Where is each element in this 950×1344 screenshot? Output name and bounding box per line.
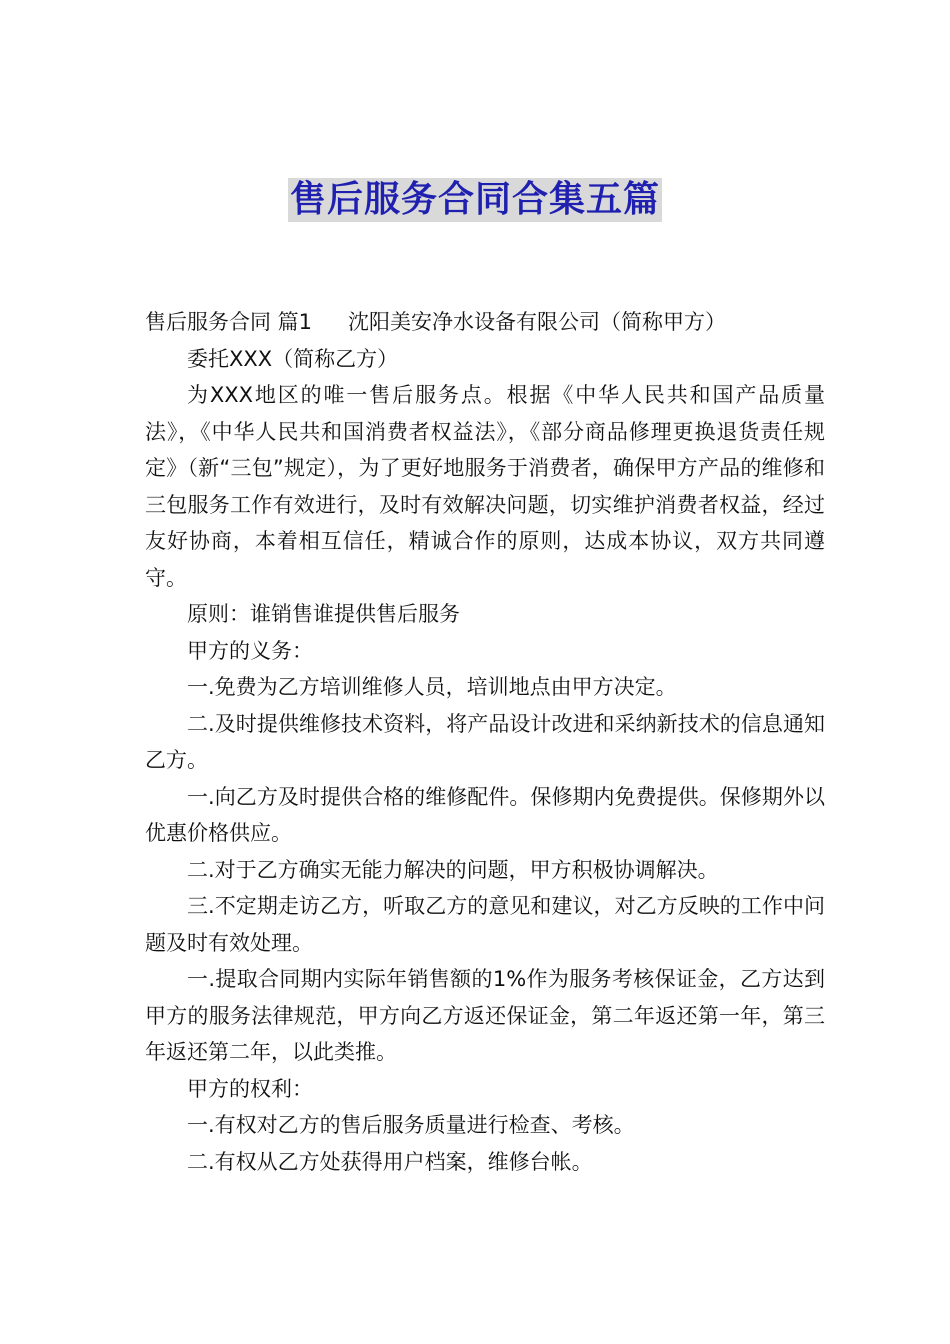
paragraph-obligation-3: 一.向乙方及时提供合格的维修配件。保修期内免费提供。保修期外以优惠价格供应。: [145, 784, 825, 845]
contract-number: 售后服务合同 篇1: [145, 310, 313, 334]
paragraph-party-a-rights-heading: 甲方的权利：: [187, 1076, 313, 1101]
paragraph-party-a-obligations-heading: 甲方的义务：: [187, 638, 313, 663]
paragraph-entrust: 委托XXX（简称乙方）: [187, 346, 399, 371]
paragraph-obligation-2: 二.及时提供维修技术资料，将产品设计改进和采纳新技术的信息通知乙方。: [145, 711, 825, 772]
title-wrapper: [0, 178, 950, 222]
paragraph-obligation-5: 三.不定期走访乙方，听取乙方的意见和建议，对乙方反映的工作中问题及时有效处理。: [145, 894, 825, 955]
document-title: 售后服务合同合集五篇: [289, 179, 660, 220]
paragraph-purpose: 为XXX地区的唯一售后服务点。根据《中华人民共和国产品质量法》，《中华人民共和国消费者权益法》，《部分商品修理更换退货责任规定》（新“三包”规定），为了更好地服务于消费者，确保甲方产品的维修和三包服务工作有效进行，及时有效解决问题，切实维护消费者权益，经过友好协商，本着相互信任，精诚合作的原则，达成本协议，双方共同遵守。: [145, 383, 826, 590]
paragraph-right-2: 二.有权从乙方处获得用户档案，维修台帐。: [187, 1149, 593, 1174]
document-body: [145, 304, 825, 1180]
party-a-name: 沈阳美安净水设备有限公司（简称甲方）: [348, 310, 727, 334]
paragraph-principle: 原则：谁销售谁提供售后服务: [187, 602, 460, 626]
paragraph-obligation-4: 二.对于乙方确实无能力解决的问题，甲方积极协调解决。: [187, 857, 719, 882]
contract-heading-line: [145, 304, 825, 341]
paragraph-obligation-6: 一.提取合同期内实际年销售额的1%作为服务考核保证金，乙方达到甲方的服务法律规范，甲方向乙方返还保证金，第二年返还第一年，第三年返还第二年，以此类推。: [145, 967, 825, 1064]
paragraph-obligation-1: 一.免费为乙方培训维修人员，培训地点由甲方决定。: [187, 675, 677, 699]
paragraph-right-1: 一.有权对乙方的售后服务质量进行检查、考核。: [187, 1113, 635, 1137]
